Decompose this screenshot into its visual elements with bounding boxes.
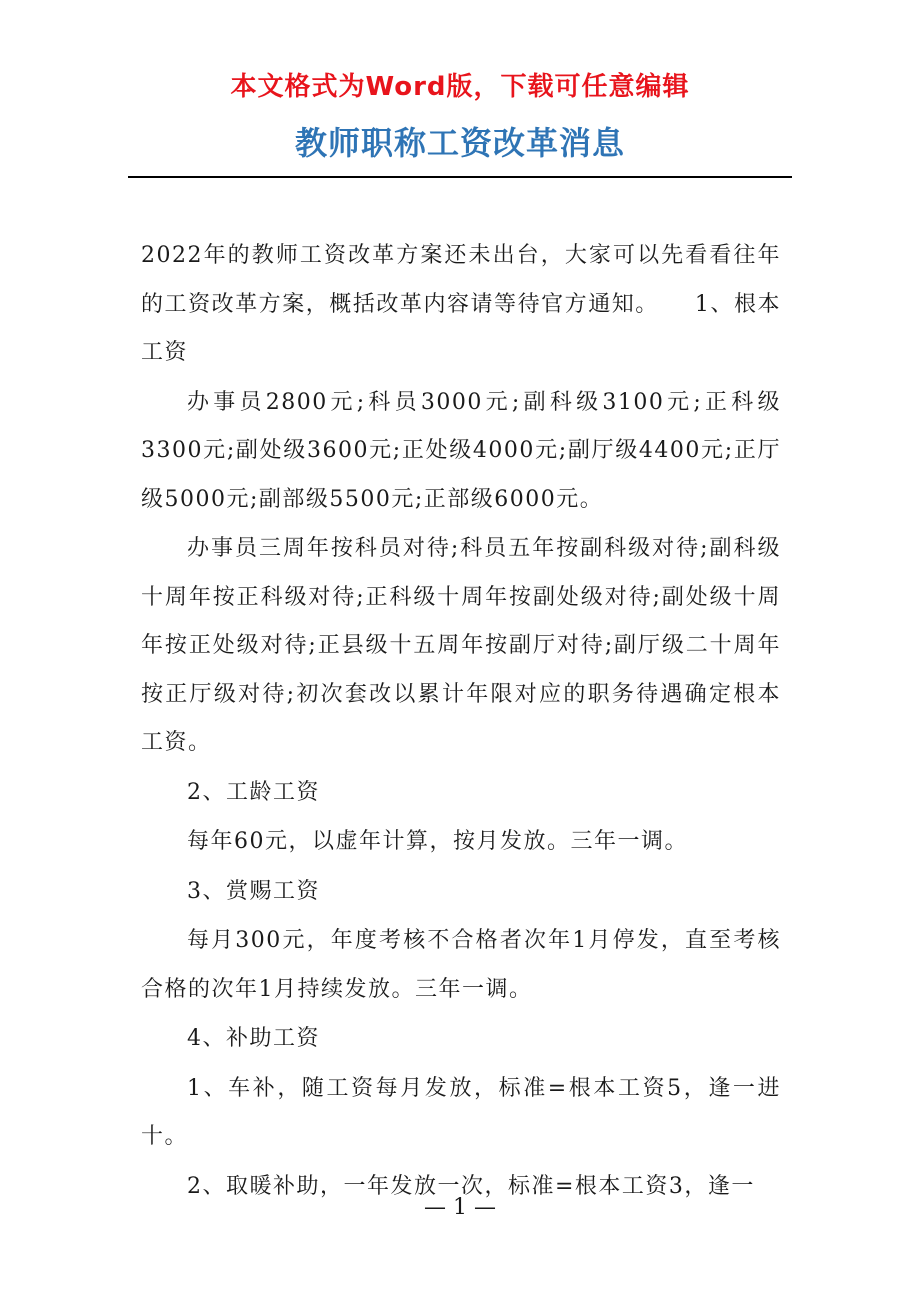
page-number: — 1 —: [424, 1195, 496, 1220]
paragraph-base-salary-amounts: 办事员2800元;科员3000元;副科级3100元;正科级3300元;副处级3600元;正处级4000元;副厅级4400元;正厅级5000元;副部级5500元;正部级6000元。: [141, 389, 781, 512]
document-body: [141, 232, 781, 1212]
section-heading-allowance-pay: 4、补助工资: [187, 1026, 320, 1051]
section-heading-seniority-pay: 2、工龄工资: [187, 779, 320, 805]
format-notice: 本文格式为Word版，下载可任意编辑: [230, 72, 690, 102]
paragraph-car-allowance: 1、车补，随工资每月发放，标准=根本工资5，逢一进十。: [141, 1075, 781, 1149]
paragraph-base-salary-rules: 办事员三周年按科员对待;科员五年按副科级对待;副科级十周年按正科级对待;正科级十周年按副处级对待;副处级十周年按正处级对待;正县级十五周年按副厅对待;副厅级二十周年按正厅级对待;初次套改以累计年限对应的职务待遇确定根本工资。: [141, 536, 781, 755]
paragraph-heating-allowance: 2、取暖补助，一年发放一次，标准=根本工资3，逢一: [187, 1173, 755, 1199]
title-divider: [128, 176, 792, 178]
paragraph-seniority-pay: 每年60元，以虚年计算，按月发放。三年一调。: [187, 829, 688, 854]
paragraph-intro: 2022年的教师工资改革方案还未出台，大家可以先看看往年的工资改革方案，概括改革内容请等待官方通知。 1、根本工资: [141, 243, 781, 365]
document-title: 教师职称工资改革消息: [294, 124, 625, 162]
paragraph-bonus-pay: 每月300元，年度考核不合格者次年1月停发，直至考核合格的次年1月持续发放。三年一调。: [141, 928, 781, 1002]
section-heading-bonus-pay: 3、赏赐工资: [187, 878, 320, 904]
